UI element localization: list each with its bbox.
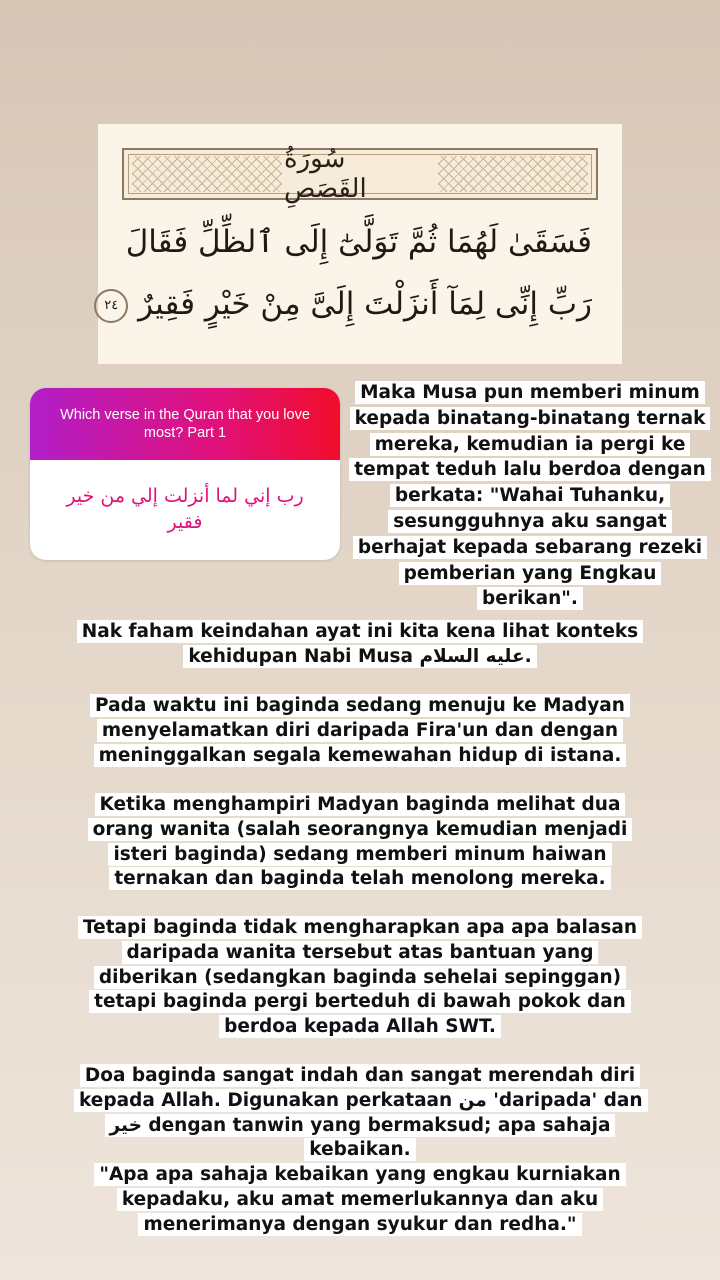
question-answer: رب إني لما أنزلت إلي من خير فقير: [66, 485, 304, 533]
translation-caption: [348, 380, 712, 612]
paragraph-6-text: "Apa apa sahaja kebaikan yang engkau kurniakan kepadaku, aku amat memerlukannya dan aku menerimanya dengan syukur dan redha.": [94, 1163, 625, 1236]
ornament-right: [438, 156, 588, 192]
paragraph-2-text: Pada waktu ini baginda sedang menuju ke Madyan menyelamatkan diri daripada Fira'un dan dengan meninggalkan segala kemewahan hidup di istana.: [90, 694, 630, 767]
question-text: Which verse in the Quran that you love most? Part 1: [60, 406, 310, 441]
ornament-left: [132, 156, 282, 192]
paragraph-5-text: Doa baginda sangat indah dan sangat merendah diri kepada Allah. Digunakan perkataan من 'daripada' dan خير dengan tanwin yang bermaksud; apa sahaja kebaikan.: [74, 1064, 648, 1161]
translation-text: Maka Musa pun memberi minum kepada binatang-binatang ternak mereka, kemudian ia pergi ke tempat teduh lalu berdoa dengan berkata: "Wahai Tuhanku, sesungguhnya aku sangat berhajat kepada sebarang rezeki pemberian yang Engkau berikan".: [349, 381, 711, 610]
paragraph-4-text: Tetapi baginda tidak mengharapkan apa apa balasan daripada wanita tersebut atas bantuan yang diberikan (sedangkan baginda sehelai sepinggan) tetapi baginda pergi berteduh di bawah pokok dan berdoa kepada Allah SWT.: [78, 916, 642, 1038]
paragraph-5: [74, 1064, 646, 1163]
ayah-line-1: فَسَقَىٰ لَهُمَا ثُمَّ تَوَلَّىٰٓ إِلَى ٱلظِّلِّ فَقَالَ: [125, 224, 592, 260]
ayah-line-2: [104, 286, 592, 323]
surah-header-frame: [122, 144, 598, 204]
question-sticker[interactable]: [30, 388, 340, 560]
paragraph-1: [74, 620, 646, 670]
ayah-number-marker: ٢٤: [94, 289, 128, 323]
quran-verse-image: [98, 124, 622, 364]
paragraph-4: [74, 916, 646, 1040]
surah-title: سُورَةُ القَصَصِ: [284, 156, 436, 192]
paragraph-6: [74, 1163, 646, 1237]
paragraph-3-text: Ketika menghampiri Madyan baginda melihat dua orang wanita (salah seorangnya kemudian menjadi isteri baginda) sedang memberi minum haiwan ternakan dan baginda telah menolong mereka.: [88, 793, 633, 890]
paragraph-1-text: Nak faham keindahan ayat ini kita kena lihat konteks kehidupan Nabi Musa عليه السلام.: [77, 620, 643, 668]
question-sticker-header: [30, 388, 340, 460]
ayah-line-2-text: رَبِّ إِنِّى لِمَآ أَنزَلْتَ إِلَىَّ مِنْ خَيْرٍ فَقِيرٌ: [138, 286, 592, 322]
paragraph-3: [74, 793, 646, 892]
paragraph-2: [74, 694, 646, 768]
